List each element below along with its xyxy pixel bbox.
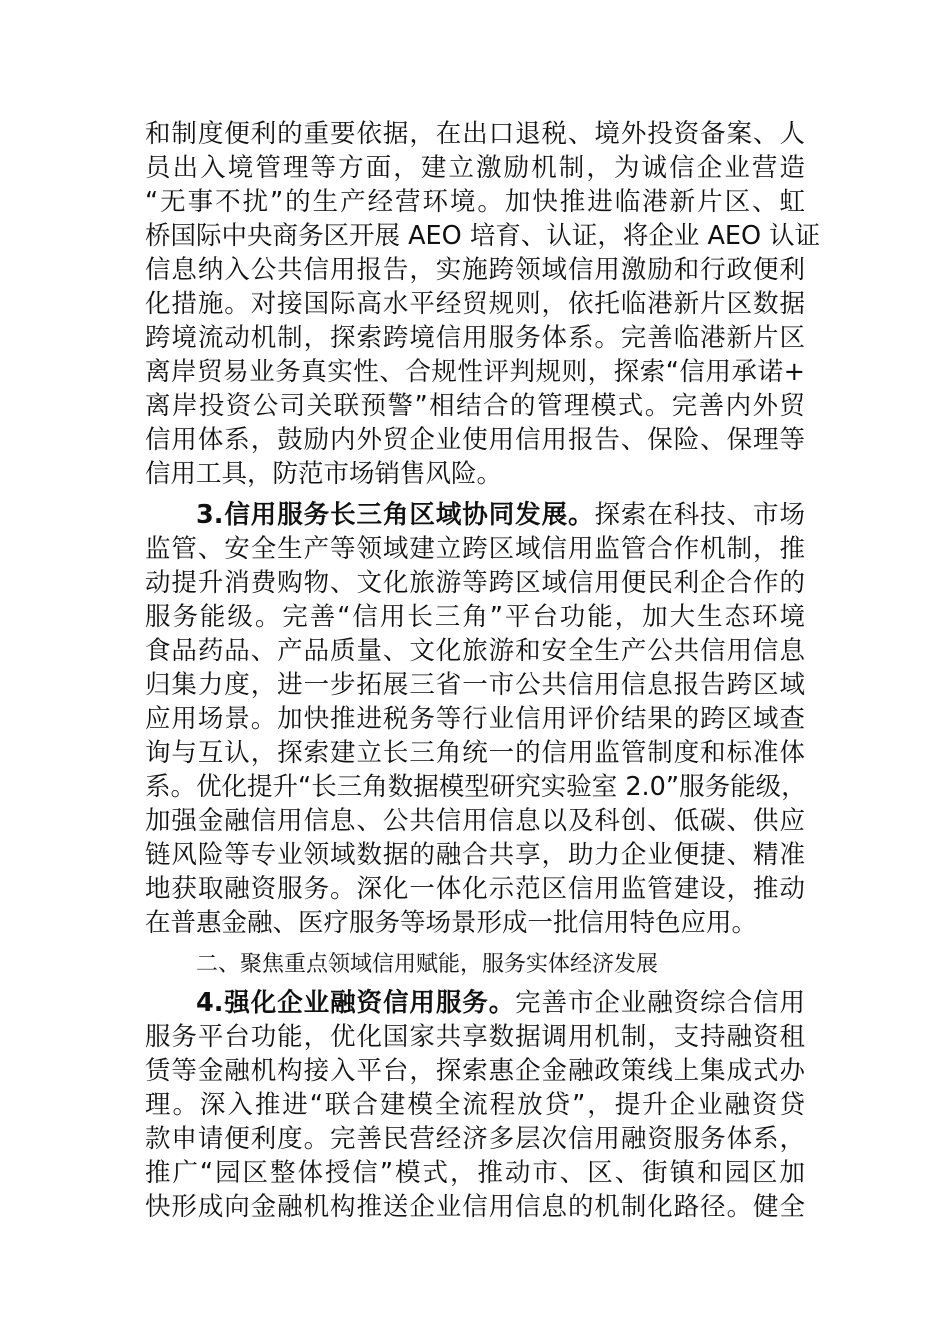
body-line: 信用工具，防范市场销售风险。 [145, 459, 503, 489]
body-line: 员出入境管理等方面，建立激励机制，为诚信企业营造 [145, 153, 805, 183]
body-line: 链风险等专业领域数据的融合共享，助力企业便捷、精准 [145, 840, 805, 870]
body-line: 离岸投资公司关联预警”相结合的管理模式。完善内外贸 [145, 391, 805, 421]
body-line: 归集力度，进一步拓展三省一市公共信用信息报告跨区域 [145, 670, 805, 700]
body-line: 理。深入推进“联合建模全流程放贷”，提升企业融资贷 [145, 1090, 805, 1120]
body-line: 服务能级。完善“信用长三角”平台功能，加大生态环境 [145, 602, 805, 632]
body-line: 离岸贸易业务真实性、合规性评判规则，探索“信用承诺+ [145, 357, 805, 387]
item-4-heading: 4.强化企业融资信用服务。 [196, 988, 516, 1018]
body-line: 监管、安全生产等领域建立跨区域信用监管合作机制，推 [145, 534, 805, 564]
body-line: 询与互认，探索建立长三角统一的信用监管制度和标准体 [145, 738, 805, 768]
item-3-heading: 3.信用服务长三角区域协同发展。 [196, 500, 595, 530]
body-line: 推广“园区整体授信”模式，推动市、区、街镇和园区加 [145, 1158, 805, 1188]
body-line: 跨境流动机制，探索跨境信用服务体系。完善临港新片区 [145, 323, 805, 353]
body-line: 应用场景。加快推进税务等行业信用评价结果的跨区域查 [145, 704, 805, 734]
item-4-text: 完善市企业融资综合信用 [515, 988, 805, 1018]
paragraph-4-first-line [196, 986, 805, 1020]
paragraph-3-first-line [196, 498, 805, 532]
body-line: 食品药品、产品质量、文化旅游和安全生产公共信用信息 [145, 636, 805, 666]
body-line: 系。优化提升“长三角数据模型研究实验室 2.0”服务能级， [145, 772, 807, 802]
item-3-text: 探索在科技、市场 [594, 500, 805, 530]
body-line: 服务平台功能，优化国家共享数据调用机制，支持融资租 [145, 1022, 805, 1052]
body-line: 地获取融资服务。深化一体化示范区信用监管建设，推动 [145, 874, 805, 904]
body-line: 快形成向金融机构推送企业信用信息的机制化路径。健全 [145, 1192, 805, 1222]
body-line: 动提升消费购物、文化旅游等跨区域信用便民利企合作的 [145, 568, 805, 598]
body-line: 赁等金融机构接入平台，探索惠企金融政策线上集成式办 [145, 1056, 805, 1086]
body-line: 信用体系，鼓励内外贸企业使用信用报告、保险、保理等 [145, 425, 805, 455]
body-line: “无事不扰”的生产经营环境。加快推进临港新片区、虹 [145, 187, 805, 217]
body-line: 在普惠金融、医疗服务等场景形成一批信用特色应用。 [145, 908, 758, 938]
body-line: 桥国际中央商务区开展 AEO 培育、认证，将企业 AEO 认证 [145, 221, 821, 251]
body-line: 款申请便利度。完善民营经济多层次信用融资服务体系， [145, 1124, 805, 1154]
body-line: 和制度便利的重要依据，在出口退税、境外投资备案、人 [145, 119, 805, 149]
body-line: 加强金融信用信息、公共信用信息以及科创、低碳、供应 [145, 806, 805, 836]
section-heading: 二、聚焦重点领域信用赋能，服务实体经济发展 [196, 952, 659, 977]
body-line: 信息纳入公共信用报告，实施跨领域信用激励和行政便利 [145, 255, 805, 285]
body-line: 化措施。对接国际高水平经贸规则，依托临港新片区数据 [145, 289, 805, 319]
